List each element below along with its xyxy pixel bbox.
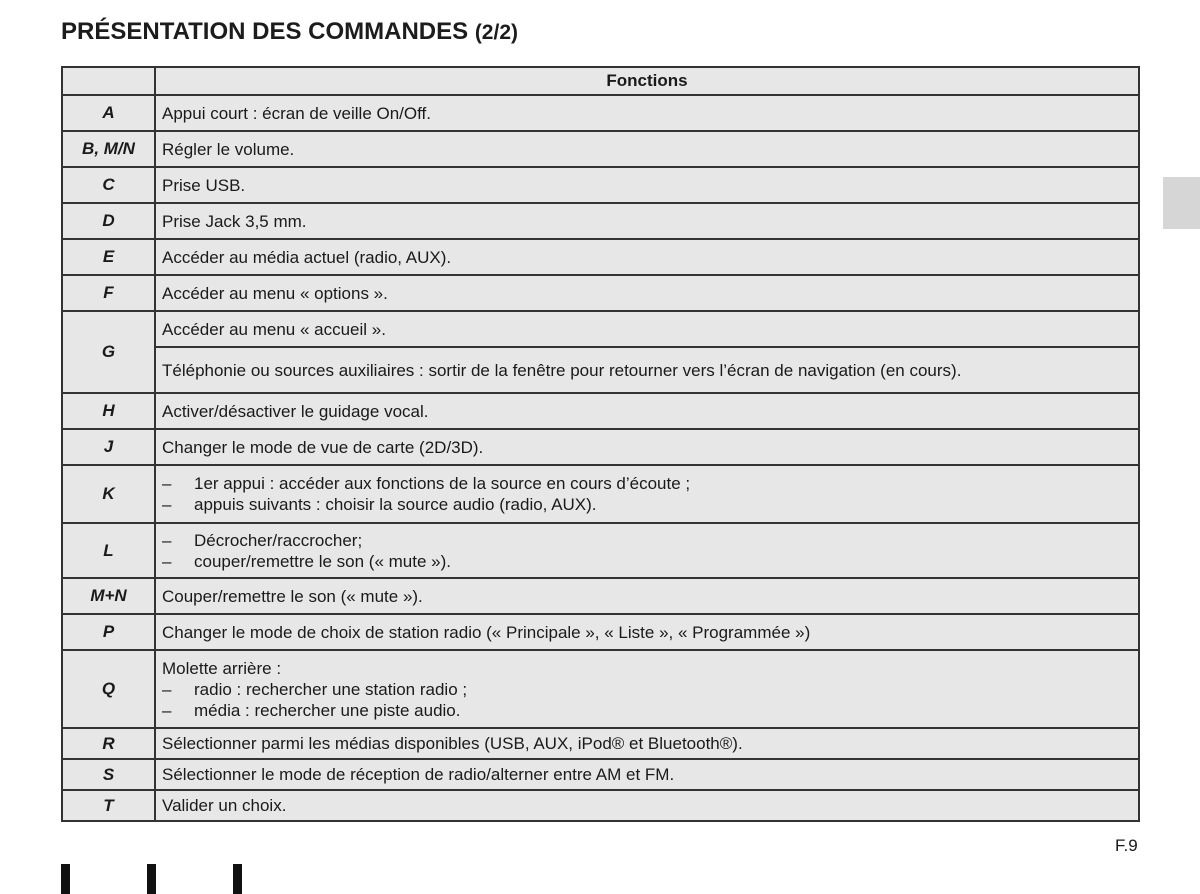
- table-row: [62, 347, 1139, 393]
- page-number: F.9: [1115, 836, 1138, 855]
- control-function: Couper/remettre le son (« mute »).: [155, 578, 1139, 614]
- control-key: E: [62, 239, 155, 275]
- control-function: [155, 650, 1139, 728]
- control-function: Appui court : écran de veille On/Off.: [155, 95, 1139, 131]
- control-key: D: [62, 203, 155, 239]
- crop-mark: [61, 864, 70, 894]
- control-function: Sélectionner parmi les médias disponibles (USB, AUX, iPod® et Bluetooth®).: [155, 728, 1139, 759]
- control-key: M+N: [62, 578, 155, 614]
- list-item-text: 1er appui : accéder aux fonctions de la source en cours d’écoute ;: [194, 474, 691, 493]
- table-row: [62, 167, 1139, 203]
- control-key: H: [62, 393, 155, 429]
- control-key: K: [62, 465, 155, 523]
- section-edge-tab: [1163, 177, 1200, 229]
- control-key: B, M/N: [62, 131, 155, 167]
- list-item-text: couper/remettre le son (« mute »).: [194, 551, 452, 571]
- header-functions-cell: Fonctions: [155, 67, 1139, 95]
- table-row: [62, 578, 1139, 614]
- control-function: Sélectionner le mode de réception de radio/alterner entre AM et FM.: [155, 759, 1139, 790]
- control-key: G: [62, 311, 155, 393]
- control-key: A: [62, 95, 155, 131]
- list-item-text: Décrocher/raccrocher;: [194, 530, 363, 550]
- page-title-suffix: (2/2): [474, 21, 518, 44]
- bullet-dash: –: [162, 474, 172, 493]
- bullet-dash: –: [162, 679, 172, 699]
- control-function: Téléphonie ou sources auxiliaires : sortir de la fenêtre pour retourner vers l’écran de navigation (en cours).: [155, 347, 1139, 393]
- control-function: Valider un choix.: [155, 790, 1139, 821]
- control-function: Prise Jack 3,5 mm.: [155, 203, 1139, 239]
- table-row: [62, 614, 1139, 650]
- table-row: [62, 759, 1139, 790]
- table-row: [62, 728, 1139, 759]
- crop-mark: [233, 864, 242, 894]
- control-function: Changer le mode de vue de carte (2D/3D).: [155, 429, 1139, 465]
- control-key: F: [62, 275, 155, 311]
- control-key: C: [62, 167, 155, 203]
- control-function: [155, 523, 1139, 578]
- table-row: [62, 523, 1139, 578]
- control-key: R: [62, 728, 155, 759]
- control-key: L: [62, 523, 155, 578]
- list-intro: Molette arrière :: [162, 658, 282, 678]
- control-function: [155, 465, 1139, 523]
- table-row: [62, 393, 1139, 429]
- table-row: [62, 131, 1139, 167]
- table-row: [62, 239, 1139, 275]
- control-key: P: [62, 614, 155, 650]
- list-item: [162, 530, 1132, 551]
- control-function: Accéder au média actuel (radio, AUX).: [155, 239, 1139, 275]
- bullet-dash: –: [162, 530, 172, 550]
- control-key: J: [62, 429, 155, 465]
- table-row: [62, 275, 1139, 311]
- list-item: [162, 700, 1132, 721]
- list-item-text: appuis suivants : choisir la source audio (radio, AUX).: [194, 495, 597, 514]
- control-function: Activer/désactiver le guidage vocal.: [155, 393, 1139, 429]
- control-function: Changer le mode de choix de station radio (« Principale », « Liste », « Programmée »): [155, 614, 1139, 650]
- page-title: [61, 18, 518, 46]
- control-function: Accéder au menu « accueil ».: [155, 311, 1139, 347]
- table-row: [62, 429, 1139, 465]
- table-row: [62, 790, 1139, 821]
- table-row: [62, 311, 1139, 347]
- bullet-dash: –: [162, 551, 172, 571]
- table-header-row: [62, 67, 1139, 95]
- control-function: Régler le volume.: [155, 131, 1139, 167]
- list-item: [162, 551, 1132, 572]
- header-key-cell: [62, 67, 155, 95]
- list-item-text: radio : rechercher une station radio ;: [194, 679, 468, 699]
- table-row: [62, 650, 1139, 728]
- table-row: [62, 203, 1139, 239]
- control-function: Accéder au menu « options ».: [155, 275, 1139, 311]
- bullet-dash: –: [162, 700, 172, 720]
- crop-mark: [147, 864, 156, 894]
- bullet-dash: –: [162, 495, 172, 514]
- list-item: [162, 473, 1132, 494]
- commands-table: [61, 66, 1140, 822]
- page-title-text: PRÉSENTATION DES COMMANDES: [61, 18, 469, 45]
- control-key: Q: [62, 650, 155, 728]
- control-key: S: [62, 759, 155, 790]
- table-row: [62, 465, 1139, 523]
- control-key: T: [62, 790, 155, 821]
- table-row: [62, 95, 1139, 131]
- control-function: Prise USB.: [155, 167, 1139, 203]
- list-item: [162, 494, 1132, 515]
- list-item: [162, 679, 1132, 700]
- list-item-text: média : rechercher une piste audio.: [194, 700, 461, 720]
